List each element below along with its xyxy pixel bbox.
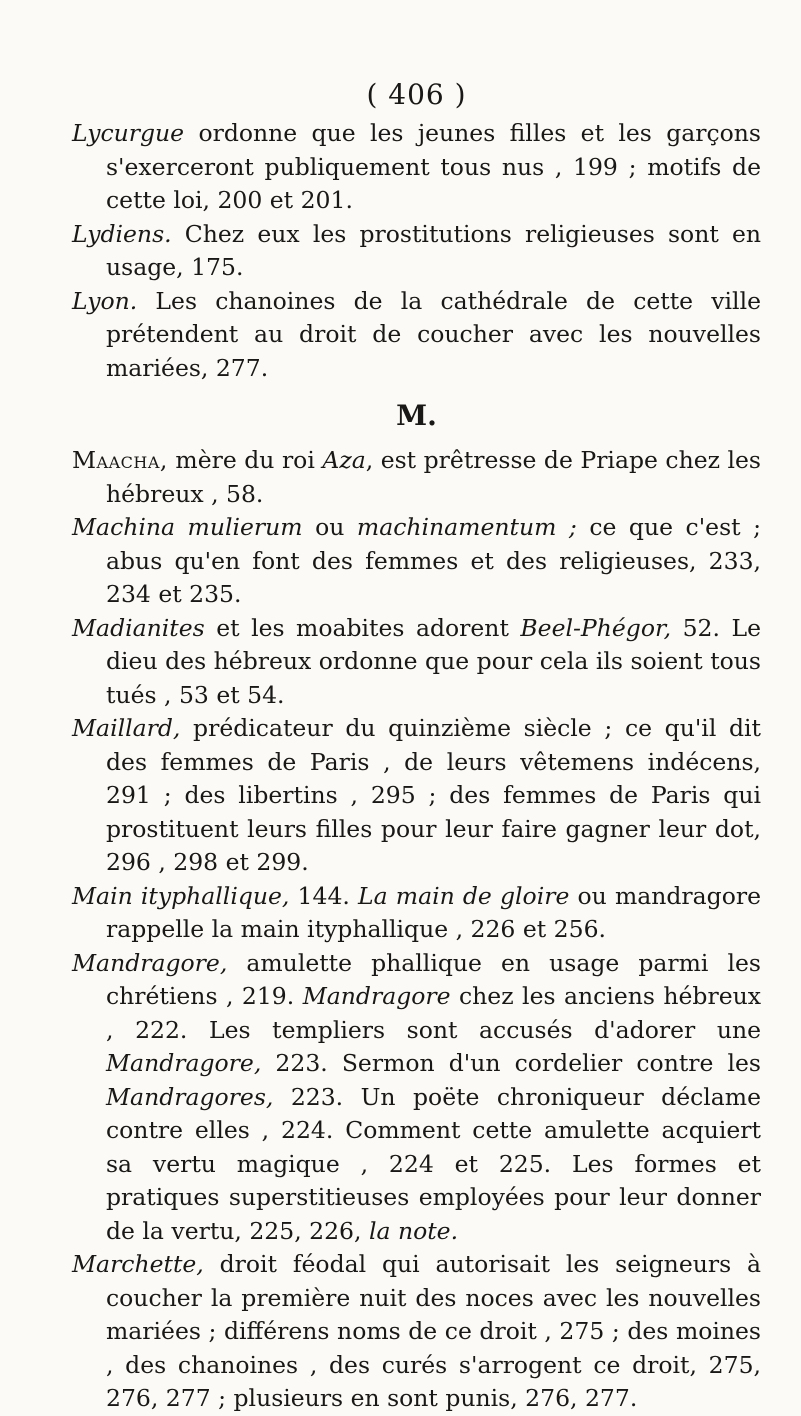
entry-text: 223. Un poëte chroniqueur déclame contre elles , 224. Comment cette amulette acquiert sa vertu magique , 224 et 225. Les formes et pratiques superstitieuses employées pour leur donner de la vertu, 225, 226, — [106, 1082, 761, 1245]
entry-text: ordonne que les jeunes filles et les garçons s'exerceront publiquement tous nus , 199 ; motifs de cette loi, 200 et 201. — [106, 119, 761, 214]
entry-headword: Lycurgue — [72, 119, 185, 147]
entry-headword: Machina mulierum — [72, 513, 303, 541]
entry-text: la note. — [368, 1216, 459, 1245]
entry-headword: Maillard, — [72, 714, 181, 742]
index-entry — [72, 1248, 761, 1416]
index-entry — [72, 444, 761, 511]
entry-text: Aza — [322, 446, 366, 474]
entry-text: et les moabites adorent — [204, 613, 521, 642]
entry-headword: Lydiens. — [72, 219, 172, 248]
index-entries-m — [72, 444, 761, 1416]
entry-text: Chez eux les prostitutions religieuses sont en usage, 175. — [106, 219, 761, 281]
entry-text: prédicateur du quinzième siècle ; ce qu'il dit des femmes de Paris , de leurs vêtemens indécens, 291 ; des libertins , 295 ; des femmes de Paris qui prostituent leurs filles pour leur faire gagner leur dot, 296 , 298 et 299. — [106, 714, 761, 876]
entry-text: , est prêtresse de Priape chez les hébreux , 58. — [106, 446, 761, 508]
entry-headword: Maacha, — [72, 446, 168, 474]
entry-text: amulette phallique en usage parmi les chrétiens , 219. — [106, 948, 761, 1010]
entry-headword: Mandragore, — [72, 948, 228, 977]
entry-text: machinamentum ; — [356, 513, 577, 541]
entry-headword: Main ityphallique, — [72, 881, 290, 910]
entry-headword: Madianites — [72, 613, 205, 642]
index-entry — [72, 218, 761, 285]
entry-headword: Marchette, — [72, 1250, 204, 1278]
index-entry — [72, 947, 761, 1249]
entry-text: ou — [302, 513, 357, 541]
entry-text: Mandragore, — [106, 1049, 262, 1077]
index-entry — [72, 712, 761, 880]
entry-text: ou mandragore rappelle la main ityphallique , 226 et 256. — [106, 881, 761, 943]
index-entry — [72, 285, 761, 386]
entry-text: 144. — [289, 881, 359, 910]
entry-text: Beel-Phégor, — [520, 613, 672, 642]
entry-text: 52. Le dieu des hébreux ordonne que pour cela ils soient tous tués , 53 et 54. — [106, 613, 761, 709]
section-letter: M. — [396, 399, 437, 432]
index-entry — [72, 511, 761, 612]
index-entry — [72, 880, 761, 947]
entry-text: chez les anciens hébreux , 222. Les templiers sont accusés d'adorer une — [106, 982, 762, 1044]
index-entry — [72, 612, 761, 713]
entry-text: Mandragore — [302, 982, 451, 1010]
entry-text: La main de gloire — [358, 881, 570, 910]
index-entries-l — [72, 117, 761, 385]
entry-text: mère du roi — [167, 446, 323, 474]
entry-text: 223. Sermon d'un cordelier contre les — [261, 1049, 761, 1077]
page-number: ( 406 ) — [366, 78, 467, 111]
entry-text: droit féodal qui autorisait les seigneurs à coucher la première nuit des noces avec les nouvelles mariées ; différens noms de ce droit , 275 ; des moines , des chanoines , des curés s'arrogent ce droit, 275, 276, 277 ; plusieurs en sont punis, 276, 277. — [106, 1250, 761, 1412]
entry-text: Mandragores, — [106, 1082, 274, 1111]
entry-text: Les chanoines de la cathédrale de cette ville prétendent au droit de coucher avec les nouvelles mariées, 277. — [106, 286, 761, 382]
entry-text: ce que c'est ; abus qu'en font des femmes et des religieuses, 233, 234 et 235. — [106, 513, 762, 608]
entry-headword: Lyon. — [72, 286, 138, 315]
index-entry — [72, 117, 761, 218]
